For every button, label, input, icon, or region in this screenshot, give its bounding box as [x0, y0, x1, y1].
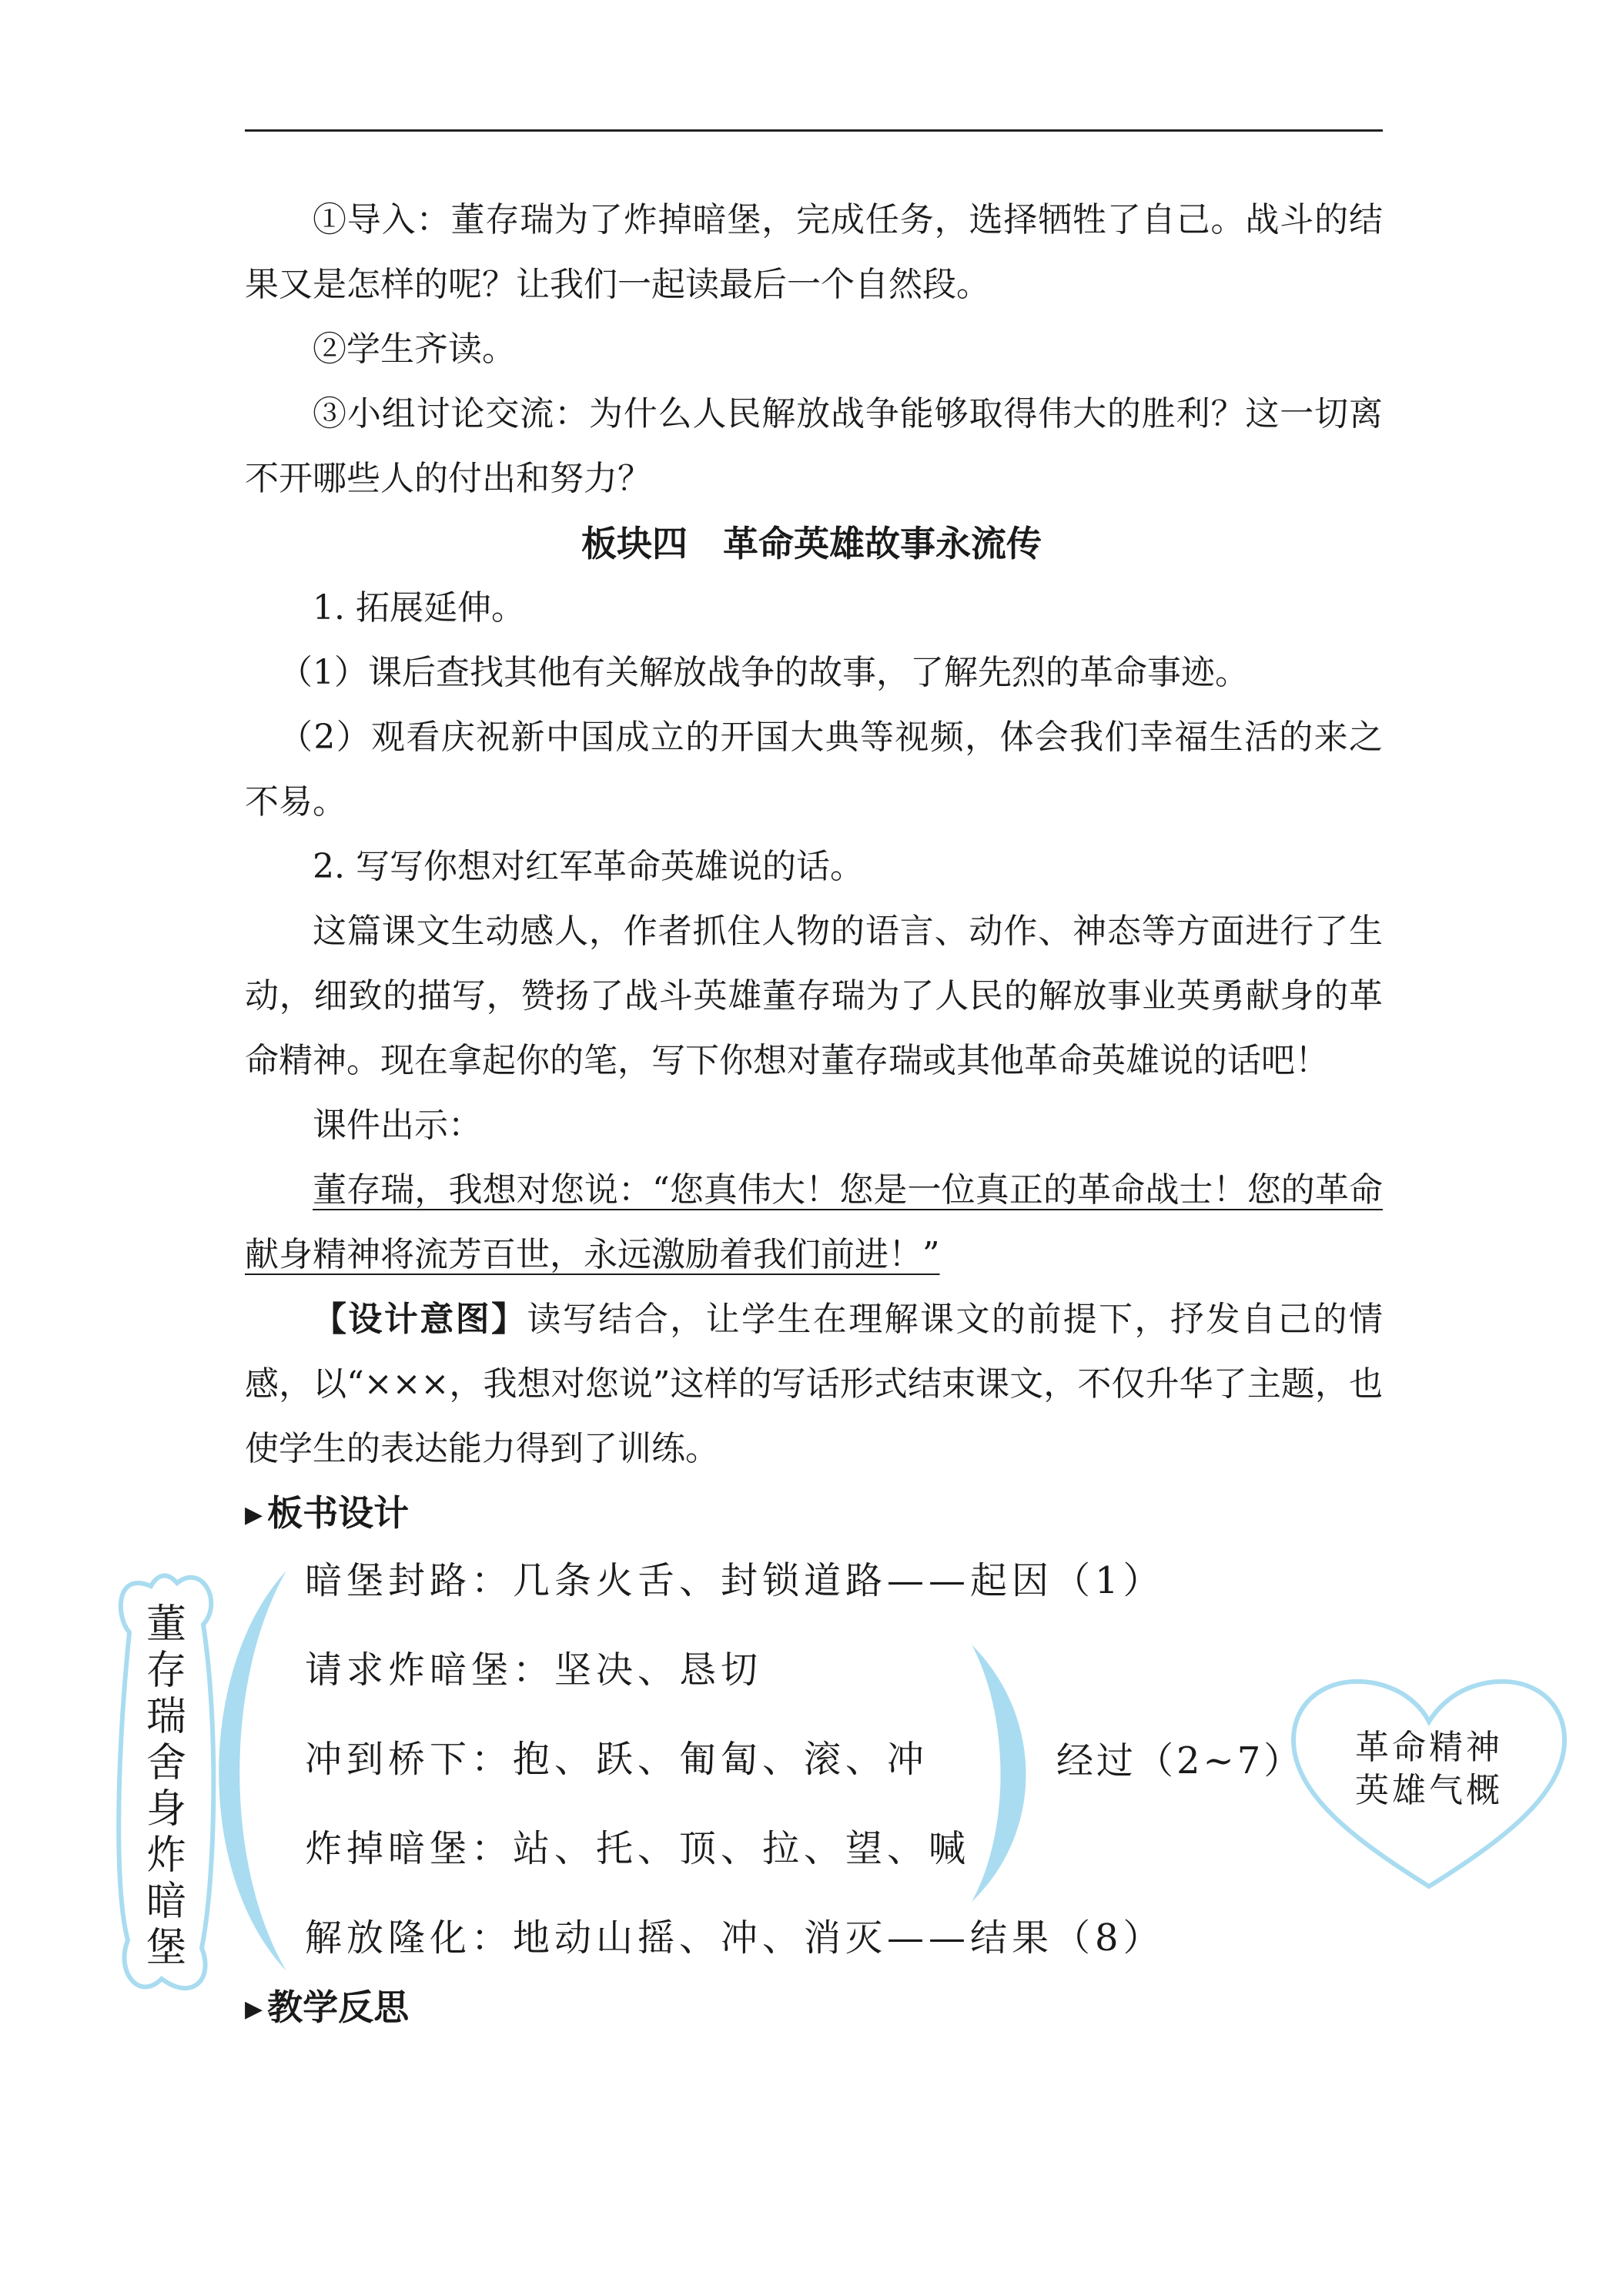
- header-rule: [245, 129, 1383, 132]
- sample-sentence: [245, 1158, 1383, 1287]
- intro-paragraph-2: ②学生齐读。: [313, 330, 516, 369]
- heart-line-2: 英雄气概: [1355, 1771, 1503, 1810]
- board-heading: [245, 1486, 409, 1542]
- board-line-2: 请求炸暗堡：坚决、恳切: [305, 1648, 763, 1692]
- triangle-icon: ▶: [245, 1501, 263, 1528]
- block-title: 板块四 革命英雄故事永流传: [581, 523, 1042, 564]
- process-label: 经过（2~7）: [1056, 1739, 1304, 1782]
- board-line-1: 暗堡封路：几条火舌、封锁道路——起因（1）: [305, 1559, 1165, 1602]
- reflection-heading-text: 教学反思: [267, 1986, 410, 2028]
- heart-line-1: 革命精神: [1355, 1728, 1503, 1767]
- scroll-label: 董存瑞舍身炸暗堡: [146, 1602, 186, 1971]
- sample-text: 董存瑞，我想对您说：“您真伟大！您是一位真正的革命战士！您的革命献身精神将流芳百世，永远激励着我们前进！”: [245, 1170, 1383, 1274]
- intro-paragraph-3: ③小组讨论交流：为什么人民解放战争能够取得伟大的胜利？这一切离不开哪些人的付出和努力？: [245, 394, 1383, 498]
- design-label: 【设计意图】: [313, 1300, 527, 1339]
- item-1-sub-2: （2）观看庆祝新中国成立的开国大典等视频，体会我们幸福生活的来之不易。: [245, 718, 1383, 822]
- item-2: 2. 写写你想对红军革命英雄说的话。: [313, 847, 864, 886]
- board-line-4: 炸掉暗堡：站、托、顶、拉、望、喊: [305, 1827, 971, 1870]
- item-1: 1. 拓展延伸。: [313, 588, 525, 628]
- right-bracket: [972, 1645, 1026, 1902]
- board-heading-text: 板书设计: [267, 1492, 410, 1534]
- board-line-3: 冲到桥下：抱、跃、匍匐、滚、冲: [305, 1738, 929, 1781]
- left-bracket: [219, 1571, 286, 1971]
- intro-paragraph-1: ①导入：董存瑞为了炸掉暗堡，完成任务，选择牺牲了自己。战斗的结果又是怎样的呢？让我们一起读最后一个自然段。: [245, 200, 1383, 304]
- triangle-icon: ▶: [245, 1996, 263, 2023]
- item-1-sub-1: （1）课后查找其他有关解放战争的故事，了解先烈的革命事迹。: [279, 653, 1249, 692]
- courseware-label: 课件出示：: [313, 1106, 482, 1145]
- board-line-5: 解放隆化：地动山摇、冲、消灭——结果（8）: [305, 1916, 1165, 1960]
- body-paragraph: 这篇课文生动感人，作者抓住人物的语言、动作、神态等方面进行了生动，细致的描写，赞扬了战斗英雄董存瑞为了人民的解放事业英勇献身的革命精神。现在拿起你的笔，写下你想对董存瑞或其他革命英雄说的话吧！: [245, 912, 1383, 1080]
- design-intent: [245, 1287, 1383, 1481]
- design-text: 读写结合，让学生在理解课文的前提下，抒发自己的情感，以“×××，我想对您说”这样的写话形式结束课文，不仅升华了主题，也使学生的表达能力得到了训练。: [245, 1300, 1383, 1468]
- reflection-heading: [245, 1980, 409, 2037]
- heart-text: [1313, 1726, 1544, 1812]
